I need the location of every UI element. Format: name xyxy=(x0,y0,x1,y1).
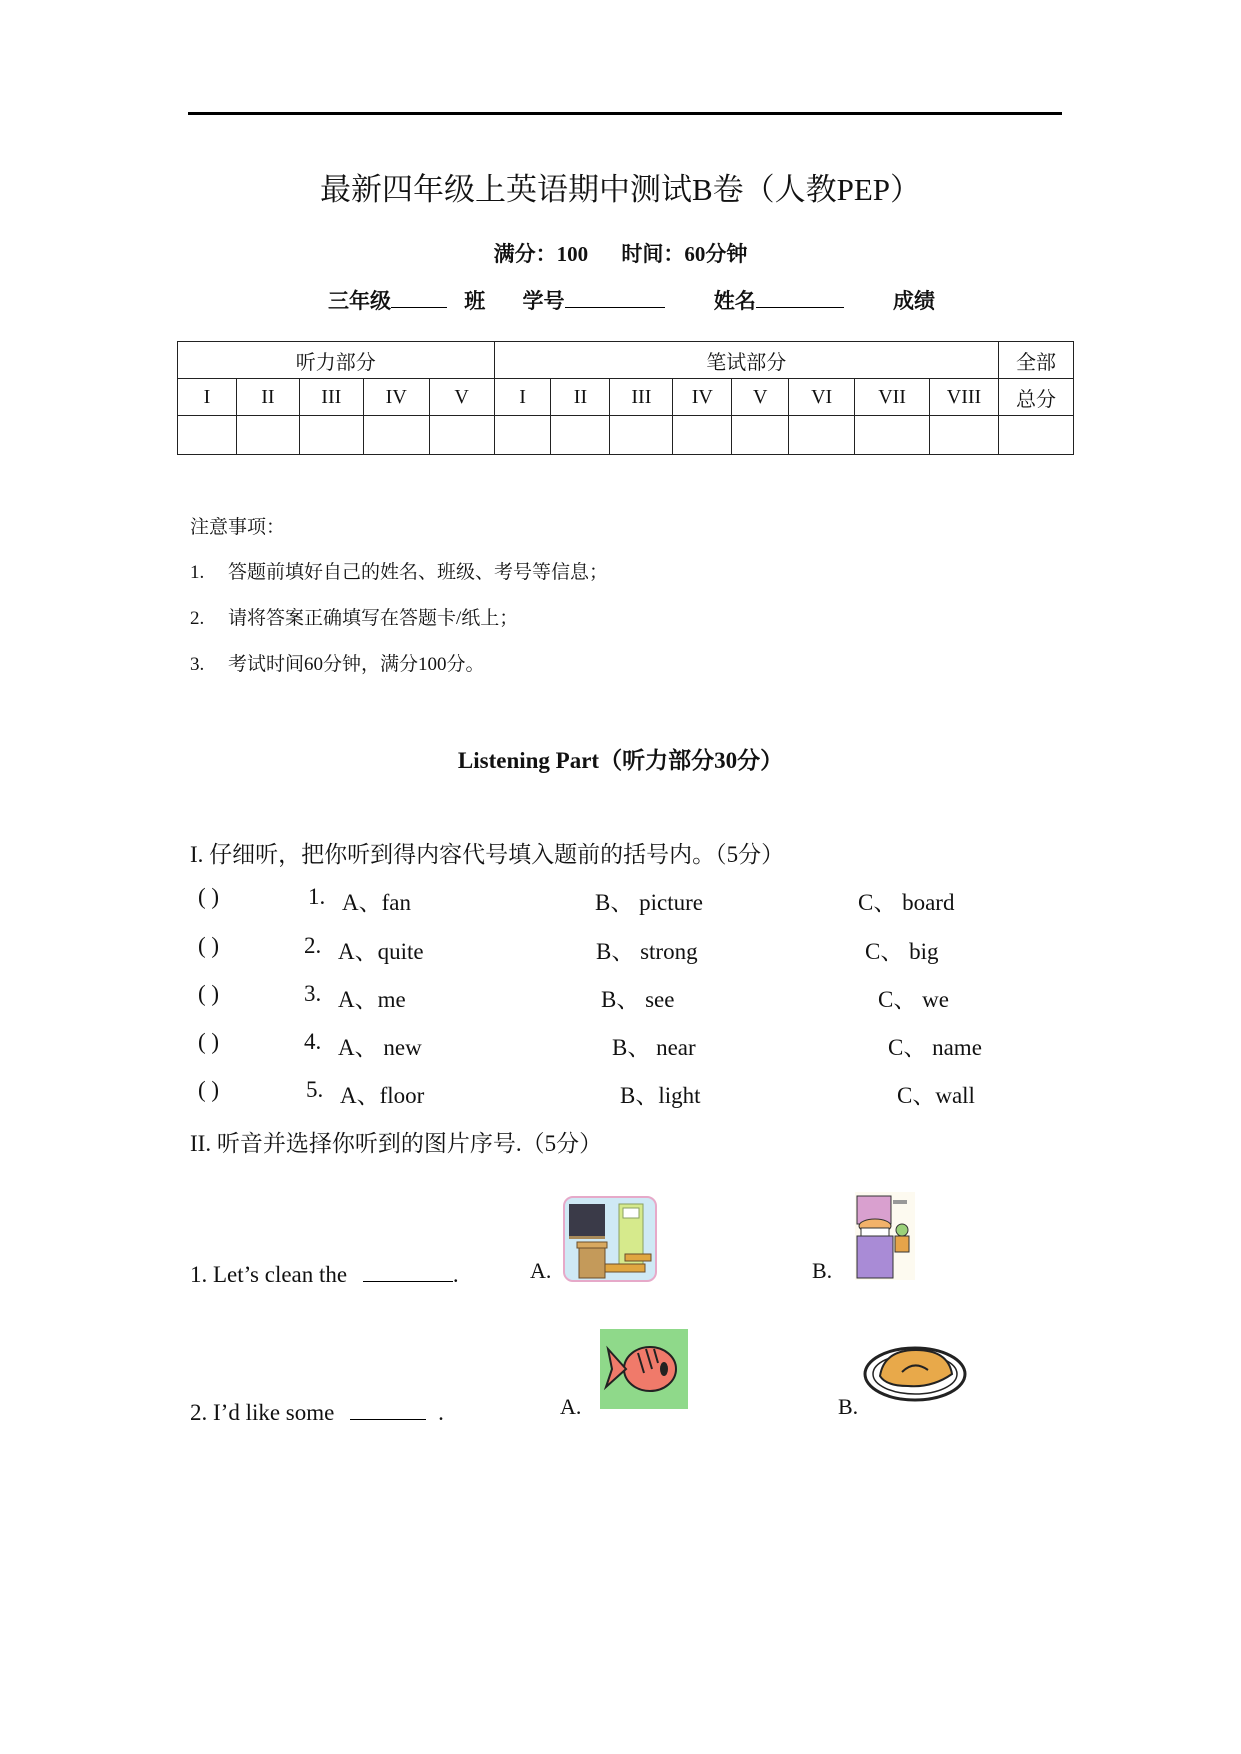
option-c: C、 we xyxy=(878,987,949,1012)
section-title: Listening Part（听力部分30分） xyxy=(457,748,784,773)
listening-col: I xyxy=(178,379,237,416)
option-c: C、 name xyxy=(888,1035,982,1060)
answer-bracket[interactable]: ( ) xyxy=(198,1077,220,1102)
grade-blank[interactable] xyxy=(391,289,447,308)
student-info xyxy=(328,285,935,315)
writing-col: V xyxy=(732,379,789,416)
page-title: 最新四年级上英语期中测试B卷（人教PEP） xyxy=(319,172,922,207)
answer-bracket[interactable]: ( ) xyxy=(198,981,220,1006)
writing-col: IV xyxy=(673,379,732,416)
option-c: C、wall xyxy=(897,1083,975,1108)
answer-blank[interactable] xyxy=(363,1263,453,1282)
score-cell[interactable] xyxy=(429,416,494,455)
score-cell[interactable] xyxy=(299,416,363,455)
score-table xyxy=(177,341,1074,455)
bedroom-picture[interactable] xyxy=(855,1192,915,1280)
answer-bracket[interactable]: ( ) xyxy=(198,884,220,909)
total-col: 总分 xyxy=(998,379,1073,416)
option-c: C、 big xyxy=(865,939,939,964)
student-id-blank[interactable] xyxy=(565,289,665,308)
score-cell[interactable] xyxy=(855,416,930,455)
option-a: A、quite xyxy=(338,939,424,964)
score-cell[interactable] xyxy=(236,416,299,455)
score-cell[interactable] xyxy=(673,416,732,455)
part1-heading: I. 仔细听，把你听到得内容代号填入题前的括号内。（5分） xyxy=(190,842,785,867)
answer-bracket[interactable]: ( ) xyxy=(198,933,220,958)
option-b: B、 strong xyxy=(596,939,698,964)
option-c: C、 board xyxy=(858,890,955,915)
option-a: A、me xyxy=(338,987,406,1012)
writing-col: VII xyxy=(855,379,930,416)
writing-col: I xyxy=(494,379,551,416)
question-row xyxy=(190,1029,1090,1059)
listening-col: V xyxy=(429,379,494,416)
student-id-label: 学号 xyxy=(522,289,565,313)
bedroom-icon xyxy=(855,1192,915,1280)
question-row xyxy=(190,1077,1090,1107)
score-cell[interactable] xyxy=(610,416,673,455)
option-b-label: B. xyxy=(812,1258,833,1283)
name-blank[interactable] xyxy=(756,289,844,308)
header-rule xyxy=(188,112,1062,115)
writing-col: III xyxy=(610,379,673,416)
picture-question: 1. Let’s clean the . xyxy=(190,1262,459,1287)
writing-header: 笔试部分 xyxy=(494,342,998,379)
chicken-plate-icon xyxy=(862,1336,968,1406)
score-cell[interactable] xyxy=(930,416,999,455)
score-label: 成绩 xyxy=(893,289,935,313)
writing-col: VI xyxy=(789,379,855,416)
listening-col: II xyxy=(236,379,299,416)
option-b: B、 near xyxy=(612,1035,696,1060)
full-score: 满分：100 xyxy=(493,242,589,266)
score-cell[interactable] xyxy=(363,416,429,455)
option-b-label: B. xyxy=(838,1394,859,1419)
option-a-label: A. xyxy=(560,1394,582,1419)
question-number: 1. xyxy=(308,884,326,909)
question-number: 4. xyxy=(304,1029,322,1054)
option-a-label: A. xyxy=(530,1258,552,1283)
option-a: A、fan xyxy=(342,890,411,915)
score-cell[interactable] xyxy=(494,416,551,455)
question-row xyxy=(190,981,1090,1011)
answer-blank[interactable] xyxy=(350,1401,426,1420)
answer-bracket[interactable]: ( ) xyxy=(198,1029,220,1054)
chicken-picture[interactable] xyxy=(862,1336,968,1406)
name-label: 姓名 xyxy=(713,289,756,313)
option-a: A、 new xyxy=(338,1035,422,1060)
score-cell[interactable] xyxy=(789,416,855,455)
note-item: 1. 答题前填好自己的姓名、班级、考号等信息； xyxy=(190,562,609,583)
listening-col: IV xyxy=(363,379,429,416)
score-cell-total[interactable] xyxy=(998,416,1073,455)
score-cell[interactable] xyxy=(551,416,610,455)
writing-col: II xyxy=(551,379,610,416)
option-b: B、 see xyxy=(601,987,675,1012)
question-number: 3. xyxy=(304,981,322,1006)
classroom-icon xyxy=(565,1198,655,1280)
question-number: 2. xyxy=(304,933,322,958)
fish-icon xyxy=(600,1329,688,1409)
exam-time: 时间：60分钟 xyxy=(621,242,748,266)
total-header: 全部 xyxy=(998,342,1073,379)
score-cell[interactable] xyxy=(178,416,237,455)
option-b: B、light xyxy=(620,1083,701,1108)
fish-picture[interactable] xyxy=(600,1329,688,1409)
note-item: 2. 请将答案正确填写在答题卡/纸上； xyxy=(190,608,519,629)
exam-meta xyxy=(0,238,1241,268)
note-item: 3. 考试时间60分钟，满分100分。 xyxy=(190,654,485,675)
question-row xyxy=(190,884,1090,914)
question-number: 5. xyxy=(306,1077,324,1102)
notes-heading: 注意事项： xyxy=(190,517,286,538)
option-a: A、floor xyxy=(340,1083,425,1108)
part2-heading: II. 听音并选择你听到的图片序号.（5分） xyxy=(190,1131,603,1156)
listening-col: III xyxy=(299,379,363,416)
question-row xyxy=(190,933,1090,963)
listening-header: 听力部分 xyxy=(178,342,495,379)
score-cell[interactable] xyxy=(732,416,789,455)
option-b: B、 picture xyxy=(595,890,703,915)
classroom-picture[interactable] xyxy=(563,1196,657,1282)
writing-col: VIII xyxy=(930,379,999,416)
picture-question: 2. I’d like some . xyxy=(190,1400,444,1425)
grade-label: 三年级 xyxy=(328,289,391,313)
class-label: 班 xyxy=(464,289,486,313)
